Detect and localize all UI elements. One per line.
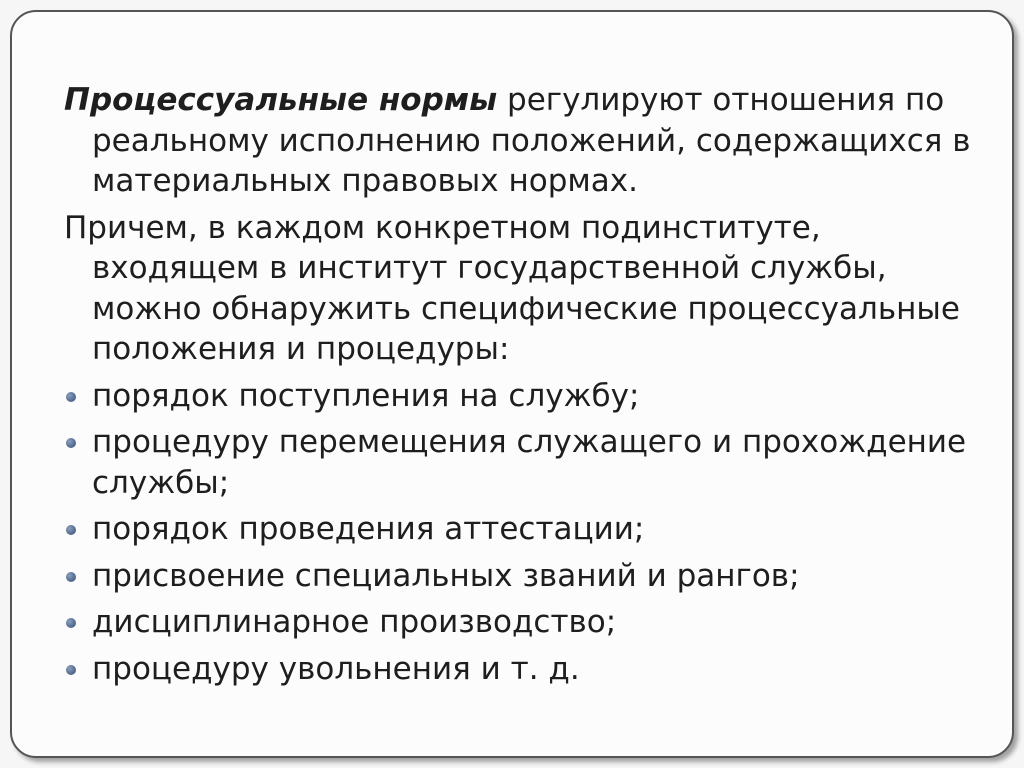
list-item (64, 422, 984, 503)
bullet-icon (66, 392, 76, 402)
list-item (64, 376, 984, 417)
list-item-text: процедуру перемещения служащего и прохождение службы; (92, 424, 967, 501)
list-item (64, 509, 984, 550)
bullet-icon (66, 438, 76, 448)
list-item (64, 556, 984, 597)
paragraph-subinstitutes (64, 208, 984, 370)
paragraph-procedural-norms (64, 80, 984, 202)
list-item (64, 649, 984, 690)
list-item-text: дисциплинарное производство; (92, 604, 617, 640)
list-item-text: процедуру увольнения и т. д. (92, 650, 580, 687)
list-item-text: порядок проведения аттестации; (92, 511, 645, 547)
list-item-text: порядок поступления на службу; (92, 377, 640, 414)
emphasis-term: Процессуальные нормы (64, 82, 498, 118)
paragraph-text: Причем, в каждом конкретном подинституте, входящем в институт государственной службы, можно обнаружить специфические процессуальные положения и процедуры: (64, 209, 960, 367)
list-item-text: присвоение специальных званий и рангов; (92, 557, 800, 594)
slide-content (64, 80, 984, 689)
slide (10, 10, 1014, 758)
bullet-icon (66, 665, 76, 675)
bullet-icon (66, 572, 76, 582)
bullet-icon (66, 618, 76, 628)
bullet-icon (66, 525, 76, 535)
paragraph-text: регулируют отношения по реальному исполнению положений, содержащихся в материальных правовых нормах. (92, 82, 971, 199)
list-item (64, 602, 984, 643)
